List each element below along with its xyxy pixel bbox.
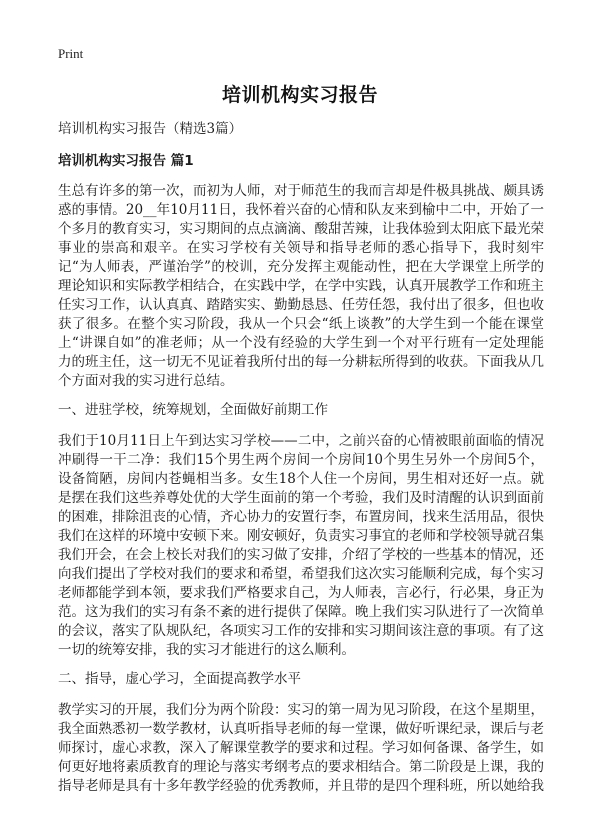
part-heading-1: 一、进驻学校，统筹规划，全面做好前期工作 [58,402,328,418]
article-subtitle: 培训机构实习报告（精选3篇） [58,121,243,137]
page-title: 培训机构实习报告 [221,84,378,106]
section-heading: 培训机构实习报告 篇1 [58,153,194,169]
paragraph-intro: 生总有许多的第一次，而初为人师，对于师范生的我而言却是件极具挑战、颇具诱惑的事情。20__年10月11日，我怀着兴奋的心情和队友来到榆中二中，开始了一个多月的教育实习，实习期间的点点滴滴、酸甜苦辣，让我体验到太阳底下最光荣事业的崇高和艰辛。在实习学校有关领导和指导老师的悉心指导下，我时刻牢记“为人师表，严谨治学”的校训，充分发挥主观能动性，把在大学课堂上所学的理论知识和实际教学相结合，在实践中学，在学中实践，认真开展教学工作和班主任实习工作，认认真真、踏踏实实、勤勤恳恳、任劳任怨，我付出了很多，但也收获了很多。在整个实习阶段，我从一个只会“纸上谈教”的大学生到一个能在课堂上“讲课自如”的准老师；从一个没有经验的大学生到一个对平行班有一定处理能力的班主任，这一切无不见证着我所付出的每一分耕耘所得到的收获。下面我从几个方面对我的实习进行总结。 [58,183,544,389]
article-body [58,120,544,806]
paragraph-teaching: 教学实习的开展，我们分为两个阶段：实习的第一周为见习阶段，在这个星期里，我全面熟悉初一数学教材，认真听指导老师的每一堂课，做好听课纪录，课后与老师探讨，虚心求教，深入了解课堂教学的要求和过程。学习如何备课、备学生，如何更好地将素质教育的理论与落实考纲考点的要求相结合。第二阶段是上课，我的指导老师是具有十多年教学经验的优秀教师，并且带的是四个理科班，所以她给我 [58,702,544,794]
part-heading-2: 二、指导，虚心学习，全面提高教学水平 [58,671,301,687]
print-link[interactable]: Print [58,46,84,61]
paragraph-arrival: 我们于10月11日上午到达实习学校——二中，之前兴奋的心情被眼前面临的情况冲刷得一干二净：我们15个男生两个房间一个房间10个男生另外一个房间5个，设备简陋，房间内苍蝇相当多。女生18个人住一个房间，男生相对还好一点。就是摆在我们这些养尊处优的大学生面前的第一个考验，我们及时清醒的认识到面前的困难，排除沮丧的心情，齐心协力的安置行李，布置房间，找来生活用品，很快我们在这样的环境中安顿下来。刚安顿好，负责实习事宜的老师和学校领导就召集我们开会，在会上校长对我们的实习做了安排，介绍了学校的一些基本的情况，还向我们提出了学校对我们的要求和希望，希望我们这次实习能顺利完成，每个实习老师都能学到本领，要求我们严格要求自己，为人师表，言必行，行必果，身正为范。这为我们的实习有条不紊的进行提供了保障。晚上我们实习队进行了一次简单的会议，落实了队规队纪，各项实习工作的安排和实习期间该注意的事项。有了这一切的统筹安排，我的实习才能进行的这么顺利。 [58,433,544,658]
